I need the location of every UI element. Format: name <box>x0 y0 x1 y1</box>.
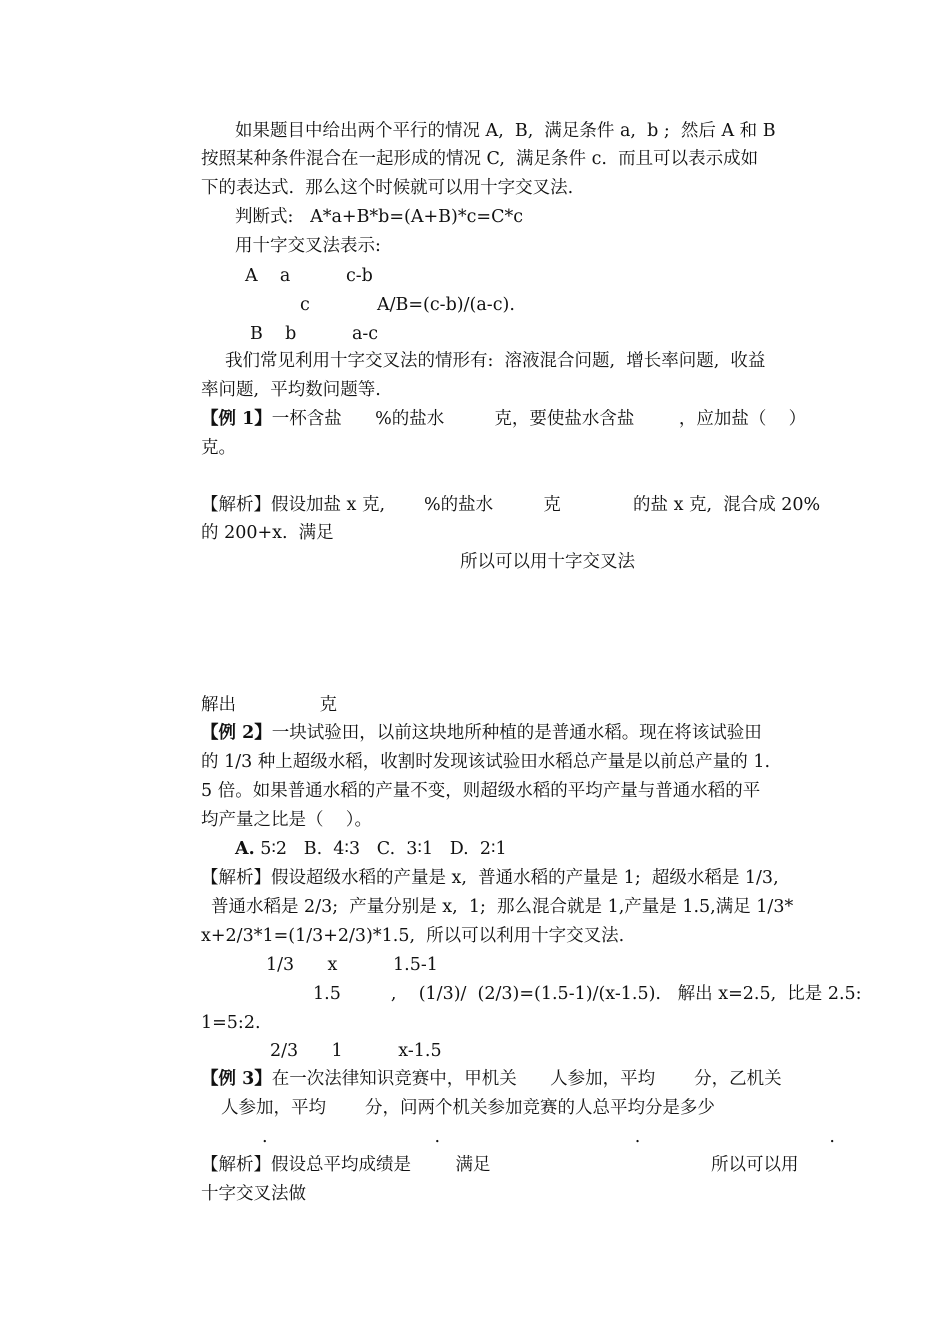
example-2-line-3: 5 倍。如果普通水稻的产量不变，则超级水稻的平均产量与普通水稻的平 <box>201 781 761 801</box>
example-2-line-2: 的 1/3 种上超级水稻，收割时发现该试验田水稻总产量是以前总产量的 1. <box>201 752 771 772</box>
common-line-1: 我们常见利用十字交叉法的情形有: 溶液混合问题, 增长率问题, 收益 <box>225 351 766 371</box>
cross1-row-3: B b a-c <box>250 324 379 344</box>
cross2-row-2: 1.5 , (1/3)/ (2/3)=(1.5-1)/(x-1.5). 解出 x=2.5, 比是 2.5: <box>313 984 862 1004</box>
cross-intro: 用十字交叉法表示: <box>235 236 381 256</box>
example-3-dots: . . . . <box>262 1127 835 1147</box>
option-a-label: A. <box>235 839 255 859</box>
example-3-line-1: 【例 3】在一次法律知识竞赛中，甲机关 人参加，平均 分，乙机关 <box>201 1069 782 1089</box>
example-2-solution-line-2: 普通水稻是 2/3; 产量分别是 x, 1; 那么混合就是 1,产量是 1.5,满足 1/3* <box>211 897 794 917</box>
example-1-tag: 【例 1】 <box>201 409 272 429</box>
cross1-formula: A/B=(c-b)/(a-c). <box>377 295 515 315</box>
solution-tag: 【解析】 <box>201 868 271 888</box>
solution-tag: 【解析】 <box>201 1155 271 1175</box>
cross1-center: c <box>300 295 310 315</box>
example-1-solution-line-3: 所以可以用十字交叉法 <box>460 552 635 572</box>
common-line-2: 率问题, 平均数问题等. <box>201 380 381 400</box>
example-2-solution-line-3: x+2/3*1=(1/3+2/3)*1.5, 所以可以利用十字交叉法. <box>201 926 625 946</box>
cross2-row-3: 2/3 1 x-1.5 <box>270 1041 442 1061</box>
example-3-solution-line-1: 【解析】假设总平均成绩是 满足 <box>201 1155 491 1175</box>
example-3-solution-line-1-right: 所以可以用 <box>711 1155 799 1175</box>
solution-tag: 【解析】 <box>201 495 271 515</box>
example-2-line-4: 均产量之比是（ ）。 <box>201 810 373 830</box>
cross2-row-2-continued: 1=5:2. <box>201 1013 261 1033</box>
cross2-row-1: 1/3 x 1.5-1 <box>266 955 438 975</box>
intro-line-1: 如果题目中给出两个平行的情况 A, B, 满足条件 a, b ; 然后 A 和 B <box>235 121 776 141</box>
judgement-formula: 判断式: A*a+B*b=(A+B)*c=C*c <box>235 207 524 227</box>
example-3-line-2: 人参加，平均 分，问两个机关参加竞赛的人总平均分是多少 <box>221 1098 715 1118</box>
intro-line-3: 下的表达式. 那么这个时候就可以用十字交叉法. <box>201 178 574 198</box>
example-2-solution-line-1: 【解析】假设超级水稻的产量是 x, 普通水稻的产量是 1; 超级水稻是 1/3, <box>201 868 779 888</box>
example-2-line-1: 【例 2】一块试验田，以前这块地所种植的是普通水稻。现在将该试验田 <box>201 723 762 743</box>
example-1-result: 解出 克 <box>201 695 337 715</box>
example-1-solution-line-1: 【解析】假设加盐 x 克, %的盐水 克 的盐 x 克, 混合成 20% <box>201 495 821 515</box>
example-1-line-2: 克。 <box>201 438 236 458</box>
example-2-options: A. 5∶2 B. 4∶3 C. 3∶1 D. 2∶1 <box>235 839 507 859</box>
example-3-tag: 【例 3】 <box>201 1069 272 1089</box>
example-3-solution-line-2: 十字交叉法做 <box>201 1184 306 1204</box>
intro-line-2: 按照某种条件混合在一起形成的情况 C, 满足条件 c. 而且可以表示成如 <box>201 149 759 169</box>
example-2-tag: 【例 2】 <box>201 723 272 743</box>
example-1-line-1: 【例 1】一杯含盐 %的盐水 克，要使盐水含盐 ，应加盐（ ） <box>201 409 807 429</box>
cross1-row-1: A a c-b <box>245 266 373 286</box>
example-1-solution-line-2: 的 200+x. 满足 <box>201 523 334 543</box>
